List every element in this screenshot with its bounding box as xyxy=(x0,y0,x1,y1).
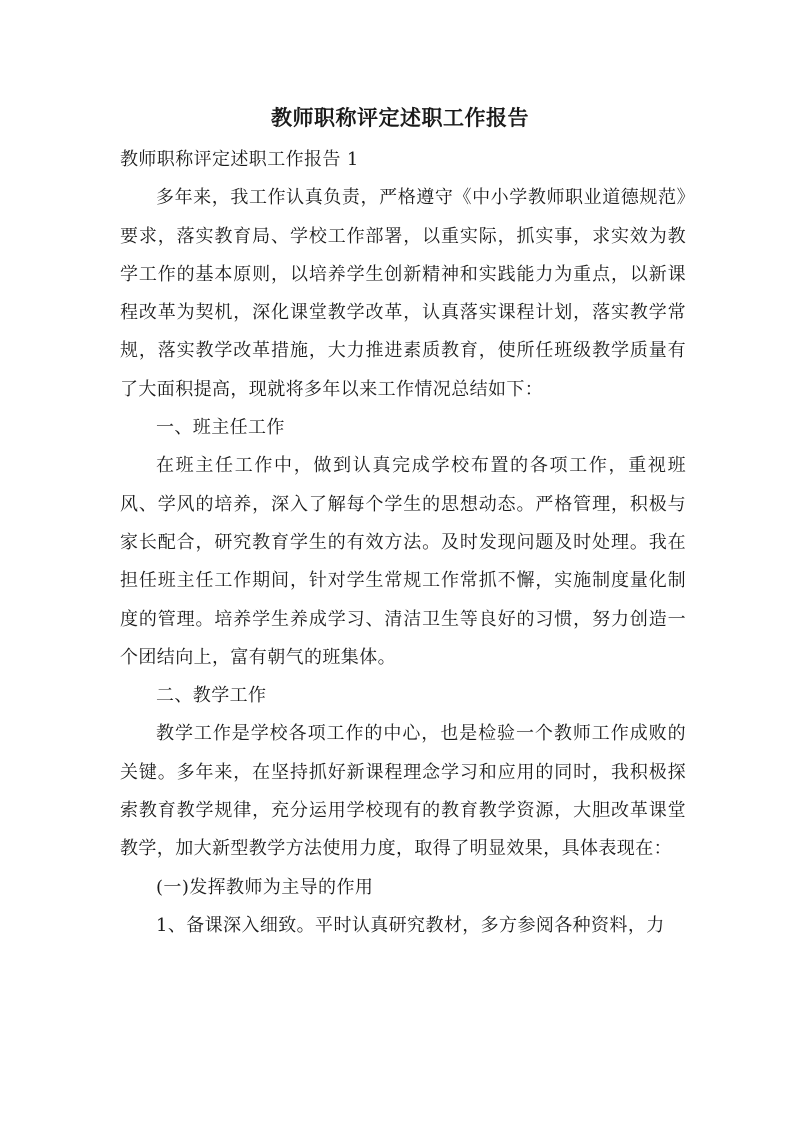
document-body xyxy=(120,141,686,945)
subsection-heading-teacher-role: (一)发挥教师为主导的作用 xyxy=(156,876,374,898)
paragraph-intro: 多年来，我工作认真负责，严格遵守《中小学教师职业道德规范》要求，落实教育局、学校工作部署，以重实际，抓实事，求实效为教学工作的基本原则，以培养学生创新精神和实践能力为重点，以新课程改革为契机，深化课堂教学改革，认真落实课程计划，落实教学常规，落实教学改革措施，大力推进素质教育，使所任班级教学质量有了大面积提高，现就将多年以来工作情况总结如下： xyxy=(120,187,686,400)
paragraph-lesson-prep: 1、备课深入细致。平时认真研究教材，多方参阅各种资料，力 xyxy=(156,914,665,936)
report-subtitle: 教师职称评定述职工作报告 1 xyxy=(120,149,359,170)
document-title: 教师职称评定述职工作报告 xyxy=(271,105,529,130)
section-heading-class-teacher: 一、班主任工作 xyxy=(156,417,285,439)
paragraph-teaching: 教学工作是学校各项工作的中心，也是检验一个教师工作成败的关键。多年来，在坚持抓好新课程理念学习和应用的同时，我积极探索教育教学规律，充分运用学校现有的教育教学资源，大胆改革课堂教学，加大新型教学方法使用力度，取得了明显效果，具体表现在： xyxy=(120,723,686,860)
paragraph-class-teacher: 在班主任工作中，做到认真完成学校布置的各项工作，重视班风、学风的培养，深入了解每个学生的思想动态。严格管理，积极与家长配合，研究教育学生的有效方法。及时发现问题及时处理。我在担任班主任工作期间，针对学生常规工作常抓不懈，实施制度量化制度的管理。培养学生养成学习、清洁卫生等良好的习惯，努力创造一个团结向上，富有朝气的班集体。 xyxy=(120,455,686,668)
section-heading-teaching: 二、教学工作 xyxy=(156,685,267,707)
